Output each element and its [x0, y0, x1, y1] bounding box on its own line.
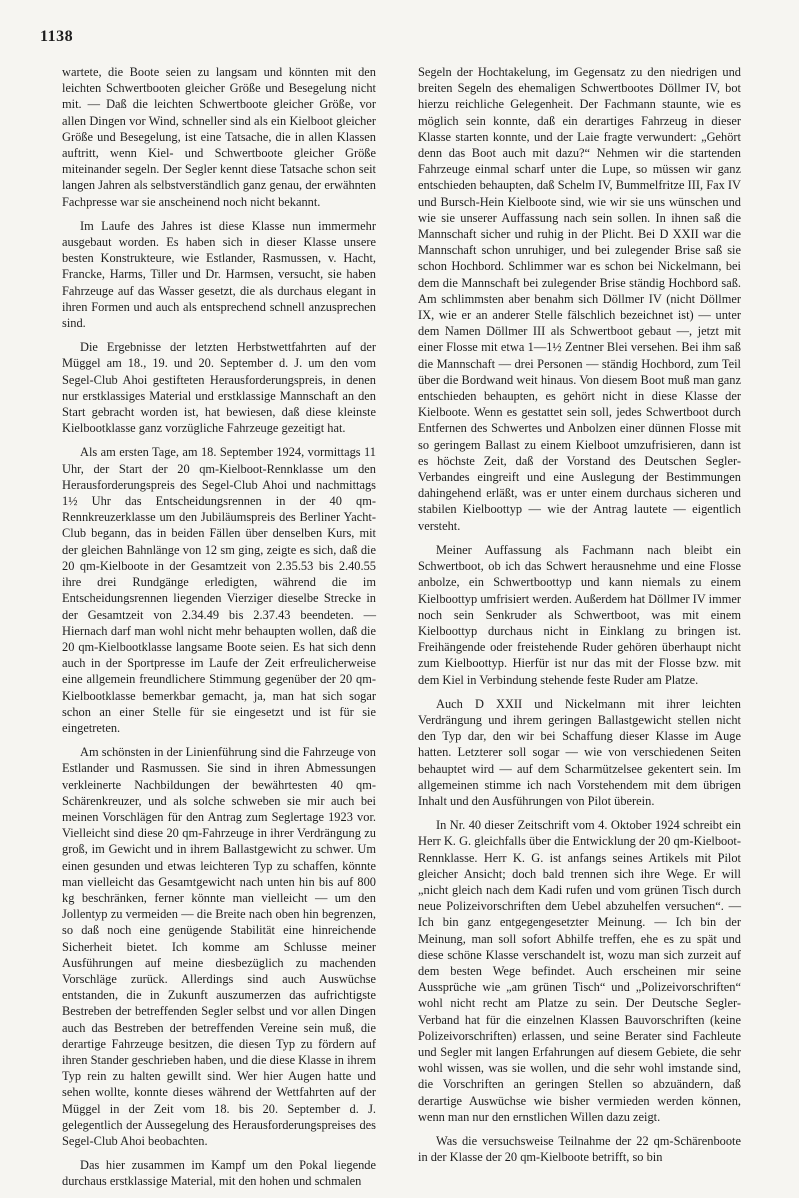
right-column [418, 64, 741, 1173]
paragraph: Die Ergebnisse der letzten Herbstwettfahrten auf der Müggel am 18., 19. und 20. September d. J. um den vom Segel-Club Ahoi gestifteten Herausforderungspreis, in denen nur erstklassiges Material und erstklassige Mannschaft an den Start gebracht worden ist, hat bewiesen, daß diese kleinste Kielbootklasse ganz vorzügliche Fahrzeuge gezeitigt hat. [62, 340, 376, 436]
paragraph: In Nr. 40 dieser Zeitschrift vom 4. Oktober 1924 schreibt ein Herr K. G. gleichfalls über die Entwicklung der 20 qm-Kielboot-Rennklasse. Herr K. G. ist anfangs seines Artikels mit Pilot gleicher Ansicht; doch bald trennen sich ihre Wege. Er will „nicht gleich nach dem Kadi rufen und vom grünen Tisch durch neue Polizeivorschriften dem Uebel abzuhelfen versuchen“. — Ich bin ganz entgegengesetzter Meinung. — Ich bin der Meinung, man soll sofort Abhilfe treffen, ehe es zu spät und diese schöne Klasse verschandelt ist, wozu man sich zurzeit auf dem besten Wege befindet. Auch erscheinen mir seine Aussprüche wie „am grünen Tisch“ und „Polizeivorschriften“ wohl nicht recht am Platze zu sein. Der Deutsche Segler-Verband hat für die einzelnen Klassen Bauvorschriften (keine Polizeivorschriften) erlassen, und seine Berater sind Fachleute und Segler mit langen Erfahrungen auf diesem Gebiete, die sehr wohl wissen, was sie wollen, und die sehr wohl imstande sind, die Vorschriften an geringen Stellen so abzuändern, daß derartige Auswüchse wie bisher vermieden werden können, wenn man nur den ernstlichen Willen dazu zeigt. [418, 818, 741, 1124]
left-column [62, 64, 376, 1198]
paragraph: Als am ersten Tage, am 18. September 1924, vormittags 11 Uhr, der Start der 20 qm-Kielboot-Rennklasse um den Herausforderungspreis des Segel-Club Ahoi und nachmittags 1½ Uhr das Entscheidungsrennen in der 40 qm-Rennkreuzerklasse um den Jubiläumspreis des Berliner Yacht-Club begann, das in beiden Fällen über denselben Kurs, mit der gleichen Bahnlänge von 12 sm ging, zeigte es sich, daß die 20 qm-Kielboote in der Gesamtzeit von 2.35.53 bis 2.40.55 ihre drei Rundgänge erledigten, während die im Entscheidungsrennen liegenden Vierziger dieselbe Strecke in der Gesamtzeit von 2.34.49 bis 2.37.43 beendeten. — Hiernach darf man wohl nicht mehr behaupten wollen, daß die 20 qm-Kielbootklasse langsame Boote seien. Es hat sich denn auch in der Sportpresse im Laufe der Zeit erfreulicherweise eine allgemein freundlichere Stimmung gegenüber der 20 qm-Kielbootklasse bemerkbar gemacht, ja, man hat sich sogar schon an einer Stelle für sie eingesetzt und ist für sie eingetreten. [62, 445, 376, 735]
paragraph: Auch D XXII und Nickelmann mit ihrer leichten Verdrängung und ihrem geringen Ballastgewicht stellen nicht den Typ dar, den wir bei Schaffung dieser Klasse im Auge hatten. Letzterer soll sogar — wie von verschiedenen Seiten behauptet wird — auf dem Scharmützelsee gekentert sein. Im allgemeinen stimme ich nach Vorstehendem mit dem übrigen Inhalt und den Ausführungen von Pilot überein. [418, 696, 741, 808]
paragraph: Was die versuchsweise Teilnahme der 22 qm-Schärenboote in der Klasse der 20 qm-Kielboote betrifft, so bin [418, 1134, 741, 1165]
page-number: 1138 [40, 28, 74, 45]
paragraph: Das hier zusammen im Kampf um den Pokal liegende durchaus erstklassige Material, mit den hohen und schmalen [62, 1158, 376, 1189]
paragraph: wartete, die Boote seien zu langsam und könnten mit den leichten Schwertbooten gleicher Größe und Besegelung nicht mit. — Daß die leichten Schwertboote gleicher Größe, vor allen Dingen vor Wind, schneller sind als ein Kielboot gleicher Größe und Besegelung, ist eine Tatsache, die in allen Klassen auftritt, wenn Kiel- und Schwertboote gleicher Größe miteinander segeln. Der Segler kennt diese Tatsache schon seit langen Jahren als selbstverständlich ganz genau, der erwähnten Fachpresse war sie anscheinend noch nicht bekannt. [62, 65, 376, 209]
paragraph: Im Laufe des Jahres ist diese Klasse nun immermehr ausgebaut worden. Es haben sich in dieser Klasse unsere besten Konstrukteure, wie Estlander, Rasmussen, v. Hacht, Francke, Harms, Tiller und Dr. Harmsen, versucht, sie haben Fahrzeuge auf das Wasser gesetzt, die als durchaus elegant in ihren Formen und auch als entsprechend schnell anzusprechen sind. [62, 218, 376, 331]
paragraph: Meiner Auffassung als Fachmann nach bleibt ein Schwertboot, ob ich das Schwert herausnehme und eine Flosse anbolze, ein Schwertboottyp und kann niemals zu einem Kielboottyp umfrisiert werden. Außerdem hat Döllmer IV immer noch sein Senkruder als Schwertboot, was mit einem Kielboottyp durchaus nicht in Einklang zu bringen ist. Freihängende oder freistehende Ruder gehören überhaupt nicht zum Kielboottyp. Hierfür ist nur das mit der Flosse bzw. mit dem Kiel in Verbindung stehende feste Ruder am Platze. [418, 542, 741, 687]
paragraph: Segeln der Hochtakelung, im Gegensatz zu den niedrigen und breiten Segeln des ehemaligen Schwertbootes Döllmer IV, bot hierzu reichliche Gelegenheit. Der Fachmann staunte, wie es möglich sein konnte, daß ein derartiges Fahrzeug in dieser Klasse starten konnte, und der Laie fragte verwundert: „Gehört denn das Boot auch mit dazu?“ Nehmen wir die startenden Fahrzeuge einmal scharf unter die Lupe, so müssen wir ganz entschieden behaupten, daß Schelm IV, Bummelfritze III, Fax IV und Bursch-Hein Kielboote sind, wie wir sie uns wünschen und wie sie unserer Auffassung nach sein sollen. In ihnen saß die Mannschaft sicher und ruhig in der Plicht. Bei D XXII war die Mannschaft schon unruhiger, und bei zulegender Brise saß sie schon Hochbord. Schlimmer war es schon bei Nickelmann, bei dem die Mannschaft bei zulegender Brise ständig Hochbord saß. Am schlimmsten aber benahm sich Döllmer IV (nicht Döllmer IX, wie er an anderer Stelle fälschlich bezeichnet ist) — unter dem Namen Döllmer III als Schwertboot gebaut —, jetzt mit einer Flosse mit etwa 1—1½ Zentner Blei versehen. Bei ihm saß die Mannschaft — drei Personen — ständig Hochbord, zum Teil über die Bordwand weit hinaus. Von diesem Boot muß man ganz entschieden behaupten, es gehört nicht in diese Klasse der Kielboote. Wenn es gestattet sein soll, jedes Schwertboot durch Entfernen des Schwertes und Anbolzen einer dünnen Flosse mit so geringem Ballast zu einem Kielboot umzufrisieren, dann ist es höchste Zeit, daß der Vorstand des Deutschen Segler-Verbandes eingreift und eine Auslegung der Bestimmungen dahingehend erläßt, was er unter einem durchaus sicheren und stabilen Kielboottyp — wie der Antrag lautete — eigentlich versteht. [418, 65, 741, 533]
paragraph: Am schönsten in der Linienführung sind die Fahrzeuge von Estlander und Rasmussen. Sie sind in ihren Abmessungen verkleinerte Nachbildungen der bewährtesten 40 qm-Schärenkreuzer, und als solche schweben sie mir auch bei meinen Vorschlägen für den Antrag zum Seglertage 1923 vor. Vielleicht sind diese 20 qm-Fahrzeuge in ihrer Verdrängung zu groß, im Gewicht und in ihrem Ballastgewicht zu schwer. Um einen gesunden und etwas leichteren Typ zu schaffen, könnte man vielleicht das Gesamtgewicht nach unten hin bis auf 800 kg beschränken, ferner könnte man vielleicht — um den Jollentyp zu vermeiden — die Breite nach oben hin begrenzen, so daß noch eine genügende Stabilität eine hinreichende Sicherheit bietet. Ich komme am Schlusse meiner Ausführungen auf meine diesbezüglich zu machenden Vorschläge zurück. Allerdings sind auch Auswüchse entstanden, die in Zukunft auszumerzen das aufrichtigste Bestreben der betreffenden Segler selbst und vor allen Dingen auch das Bestreben der betreffenden Vereine sein muß, die derartige Fahrzeuge besitzen, die diesen Typ zu fördern auf ihren Stander geschrieben haben, und die diese Klasse in ihrem Typ rein zu halten gewillt sind. Wer hier Augen hatte und sehen wollte, konnte dieses während der Wettfahrten auf der Müggel in der Zeit vom 18. bis 20. September d. J. gelegentlich der Aussegelung des Herausforderungspreises des Segel-Club Ahoi beobachten. [62, 745, 376, 1148]
